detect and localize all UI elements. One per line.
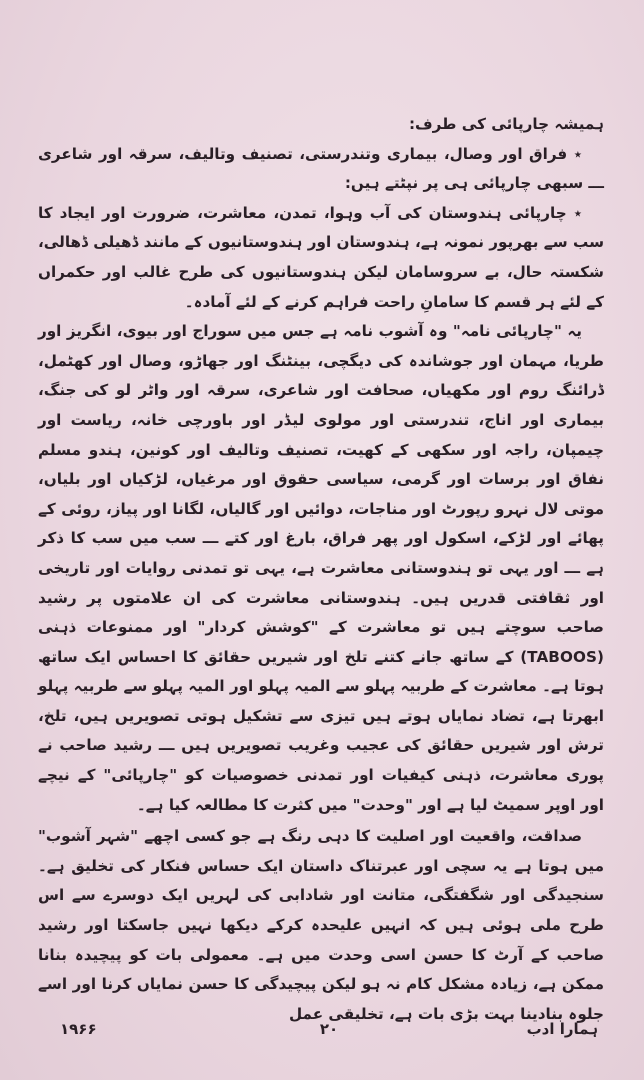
page-footer: [60, 1020, 598, 1048]
footer-year: ۱۹۶۶: [60, 1020, 97, 1038]
paragraph-1: ہمیشہ چارپائی کی طرف:: [408, 115, 604, 133]
journal-name: ہمارا ادب: [526, 1020, 598, 1038]
paragraph-5: صداقت، واقعیت اور اصلیت کا دہی رنگ ہے جو کسی اچھے "شہر آشوب" میں ہوتا ہے یہ سچی اور عبرتناک داستان ایک حساس فنکار کی تخلیق ہے۔ سنجیدگی اور شگفتگی، متانت اور شادابی کی لہریں ایک دوسرے سے اس طرح ملی ہوئی ہیں کہ انہیں علیحدہ کرکے دیکھا نہیں جاسکتا اور رشید صاحب کے آرٹ کا حسن اسی وحدت میں ہے۔ معمولی بات کو پیچیدہ بنانا ممکن ہے، زیادہ مشکل کام نہ ہو لیکن پیچیدگی کا حسن نمایاں کرنا اور اسے جلوہ بنادینا بہت بڑی بات ہے، تخلیقی عمل: [38, 827, 604, 1023]
page-number: ۲۰: [319, 1020, 339, 1038]
paragraph-4: یہ "چارپائی نامہ" وہ آشوب نامہ ہے جس میں سوراج اور بیوی، انگریز اور طریا، مہمان اور جوشاندہ کی دیگچی، بینٹنگ اور جھاڑو، وصال اور کھٹمل، ڈرائنگ روم اور مکھیاں، صحافت اور شاعری، سرقہ اور واٹر لو کی جنگ، بیماری اور اناج، تندرستی اور مولوی لیڈر اور باورچی خانہ، ریاست اور چیمپان، راجہ اور سکھی کے کھیت، تصنیف وتالیف اور کونین، ہندو مسلم نفاق اور برسات اور گرمی، سیاسی حقوق اور مرغیاں، لڑکیاں اور بلیاں، موتی لال نہرو رپورٹ اور مناجات، دوائیں اور گالیاں، لگانا اور پیاز، روئی کے پھائے اور لڑکے، اسکول اور پھر فراق، بارغ اور کتے ـــ سب میں سب کا ذکر ہے ـــ اور یہی تو ہندوستانی معاشرت ہے، یہی تو تمدنی روایات اور تاریخی اور ثقافتی قدریں ہیں۔ ہندوستانی معاشرت کی ان علامتوں پر رشید صاحب سوچتے ہیں تو معاشرت کے "کوشش کردار" اور ممنوعات ذہنی (TABOOS) کے ساتھ جانے کتنے تلخ اور شیریں حقائق کا احساس ایک ساتھ ہوتا ہے۔ معاشرت کے طربیہ پہلو سے المیہ پہلو اور المیہ پہلو سے طربیہ پہلو ابھرتا ہے، تضاد نمایاں ہوتے ہیں تیزی سے تشکیل ہوتی تصویریں ہیں، تلخ، ترش اور شیریں حقائق کی عجیب وغریب تصویریں ہیں ـــ رشید صاحب نے پوری معاشرت، ذہنی کیفیات اور تمدنی خصوصیات کو "چارپائی" کے نیچے اور اوپر سمیٹ لیا ہے اور "وحدت" میں کثرت کا مطالعہ کیا ہے۔: [38, 322, 604, 814]
article-body: [38, 110, 604, 1029]
paragraph-3: ٭ چارپائی ہندوستان کی آب وہوا، تمدن، معاشرت، ضرورت اور ایجاد کا سب سے بھرپور نمونہ ہے، ہندوستان اور ہندوستانیوں کے مانند ڈھیلی ڈھالی، شکستہ حال، بے سروسامان لیکن ہندوستانیوں کی طرح غالب اور حکمراں کے لئے ہر قسم کا سامانِ راحت فراہم کرنے کے لئے آمادہ۔: [38, 203, 604, 311]
paragraph-2: ٭ فراق اور وصال، بیماری وتندرستی، تصنیف وتالیف، سرقہ اور شاعری ـــ سبھی چارپائی ہی پر نپٹتے ہیں:: [38, 144, 604, 193]
